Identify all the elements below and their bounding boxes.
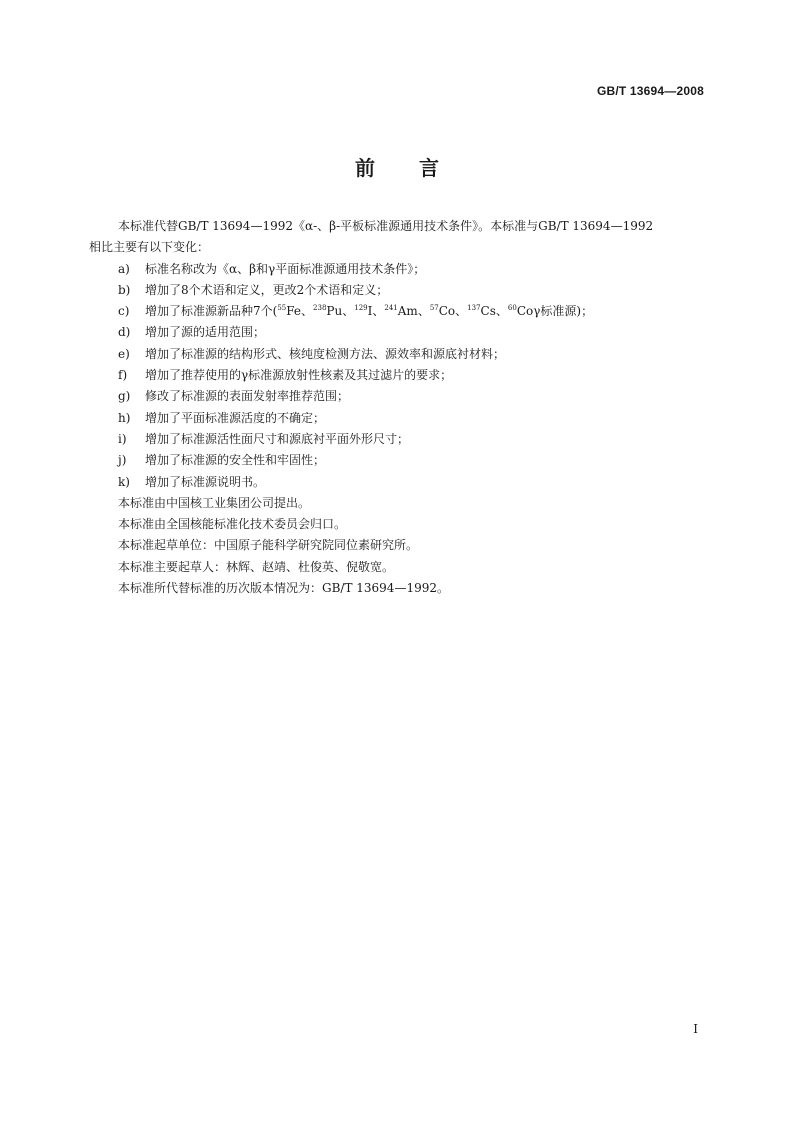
nuclide-symbol: I bbox=[367, 304, 373, 319]
list-item bbox=[89, 280, 709, 301]
list-item-text: 增加了标准源说明书。 bbox=[145, 474, 266, 489]
list-item-text: 标准名称改为《α、β和γ平面标准源通用技术条件》； bbox=[145, 261, 426, 276]
list-item-text-prefix: 增加了标准源新品种7个( bbox=[145, 304, 278, 319]
closing-line-committee: 本标准由全国核能标准化技术委员会归口。 bbox=[118, 517, 347, 532]
list-item-text-suffix: γ标准源)； bbox=[533, 304, 594, 319]
list-item-label: j) bbox=[118, 453, 127, 468]
standard-number: GB/T 13694—2008 bbox=[596, 84, 704, 98]
nuclide-separator: 、 bbox=[301, 304, 314, 319]
list-item bbox=[89, 259, 709, 280]
closing-line-drafters: 本标准主要起草人：林辉、赵靖、杜俊英、倪敬宽。 bbox=[118, 559, 395, 574]
nuclide-mass: 57 bbox=[429, 304, 439, 313]
nuclide-mass: 60 bbox=[507, 304, 517, 313]
list-item-text: 增加了标准源的安全性和牢固性； bbox=[145, 453, 326, 468]
page-title bbox=[0, 152, 794, 181]
nuclide-symbol: Co bbox=[516, 304, 534, 319]
list-item-text: 修改了标准源的表面发射率推荐范围； bbox=[145, 389, 350, 404]
list-item-label: k) bbox=[118, 474, 130, 489]
nuclide-mass: 129 bbox=[354, 304, 368, 313]
list-item-label: d) bbox=[118, 325, 131, 340]
nuclide-symbol: Am bbox=[397, 304, 418, 319]
list-item bbox=[89, 365, 709, 386]
list-item-label: h) bbox=[118, 410, 131, 425]
nuclide-symbol: Pu bbox=[326, 304, 343, 319]
closing-line-drafting-unit: 本标准起草单位：中国原子能科学研究院同位素研究所。 bbox=[118, 538, 419, 553]
list-item-text: 增加了标准源的结构形式、核纯度检测方法、源效率和源底衬材料； bbox=[145, 346, 506, 361]
title-char-2: 言 bbox=[419, 156, 439, 180]
intro-line-1: 本标准代替GB/T 13694—1992《α-、β-平板标准源通用技术条件》。本标准与GB/T 13694—1992 bbox=[118, 219, 654, 233]
list-item-label: i) bbox=[118, 431, 127, 446]
page-number: I bbox=[693, 1022, 698, 1036]
nuclide-separator: 、 bbox=[342, 304, 355, 319]
list-item-label: g) bbox=[118, 389, 131, 404]
title-char-1: 前 bbox=[355, 156, 375, 180]
list-item bbox=[89, 322, 709, 343]
list-item bbox=[89, 429, 709, 450]
closing-line-history: 本标准所代替标准的历次版本情况为：GB/T 13694—1992。 bbox=[118, 581, 449, 596]
list-item-label: c) bbox=[118, 304, 130, 319]
nuclide-separator: 、 bbox=[372, 304, 385, 319]
nuclide-symbol: Cs bbox=[480, 304, 496, 319]
nuclide-separator: 、 bbox=[455, 304, 468, 319]
list-item bbox=[89, 344, 709, 365]
list-item-text: 增加了源的适用范围； bbox=[145, 325, 266, 340]
intro-line-2: 相比主要有以下变化： bbox=[89, 240, 210, 255]
nuclide-separator: 、 bbox=[417, 304, 430, 319]
list-item-text: 增加了8个术语和定义，更改2个术语和定义； bbox=[145, 282, 389, 297]
nuclide-mass: 55 bbox=[277, 304, 287, 313]
list-item-label: e) bbox=[118, 346, 130, 361]
foreword-body bbox=[89, 216, 709, 599]
closing-line-proposer: 本标准由中国核工业集团公司提出。 bbox=[118, 495, 311, 510]
list-item bbox=[89, 450, 709, 471]
list-item-label: a) bbox=[118, 261, 130, 276]
nuclide-mass: 238 bbox=[313, 304, 327, 313]
list-item-text: 增加了推荐使用的γ标准源放射性核素及其过滤片的要求； bbox=[145, 368, 453, 383]
nuclide-symbol: Co bbox=[438, 304, 456, 319]
nuclide-symbol: Fe bbox=[286, 304, 302, 319]
list-item bbox=[89, 386, 709, 407]
nuclide-list bbox=[277, 304, 533, 318]
nuclide-mass: 241 bbox=[384, 304, 398, 313]
list-item bbox=[89, 408, 709, 429]
list-item bbox=[89, 301, 709, 322]
list-item-label: f) bbox=[118, 368, 128, 383]
nuclide-mass: 137 bbox=[467, 304, 481, 313]
list-item-label: b) bbox=[118, 282, 131, 297]
nuclide-separator: 、 bbox=[495, 304, 508, 319]
list-item bbox=[89, 472, 709, 493]
list-item-text: 增加了平面标准源活度的不确定； bbox=[145, 410, 326, 425]
list-item-text: 增加了标准源活性面尺寸和源底衬平面外形尺寸； bbox=[145, 431, 410, 446]
